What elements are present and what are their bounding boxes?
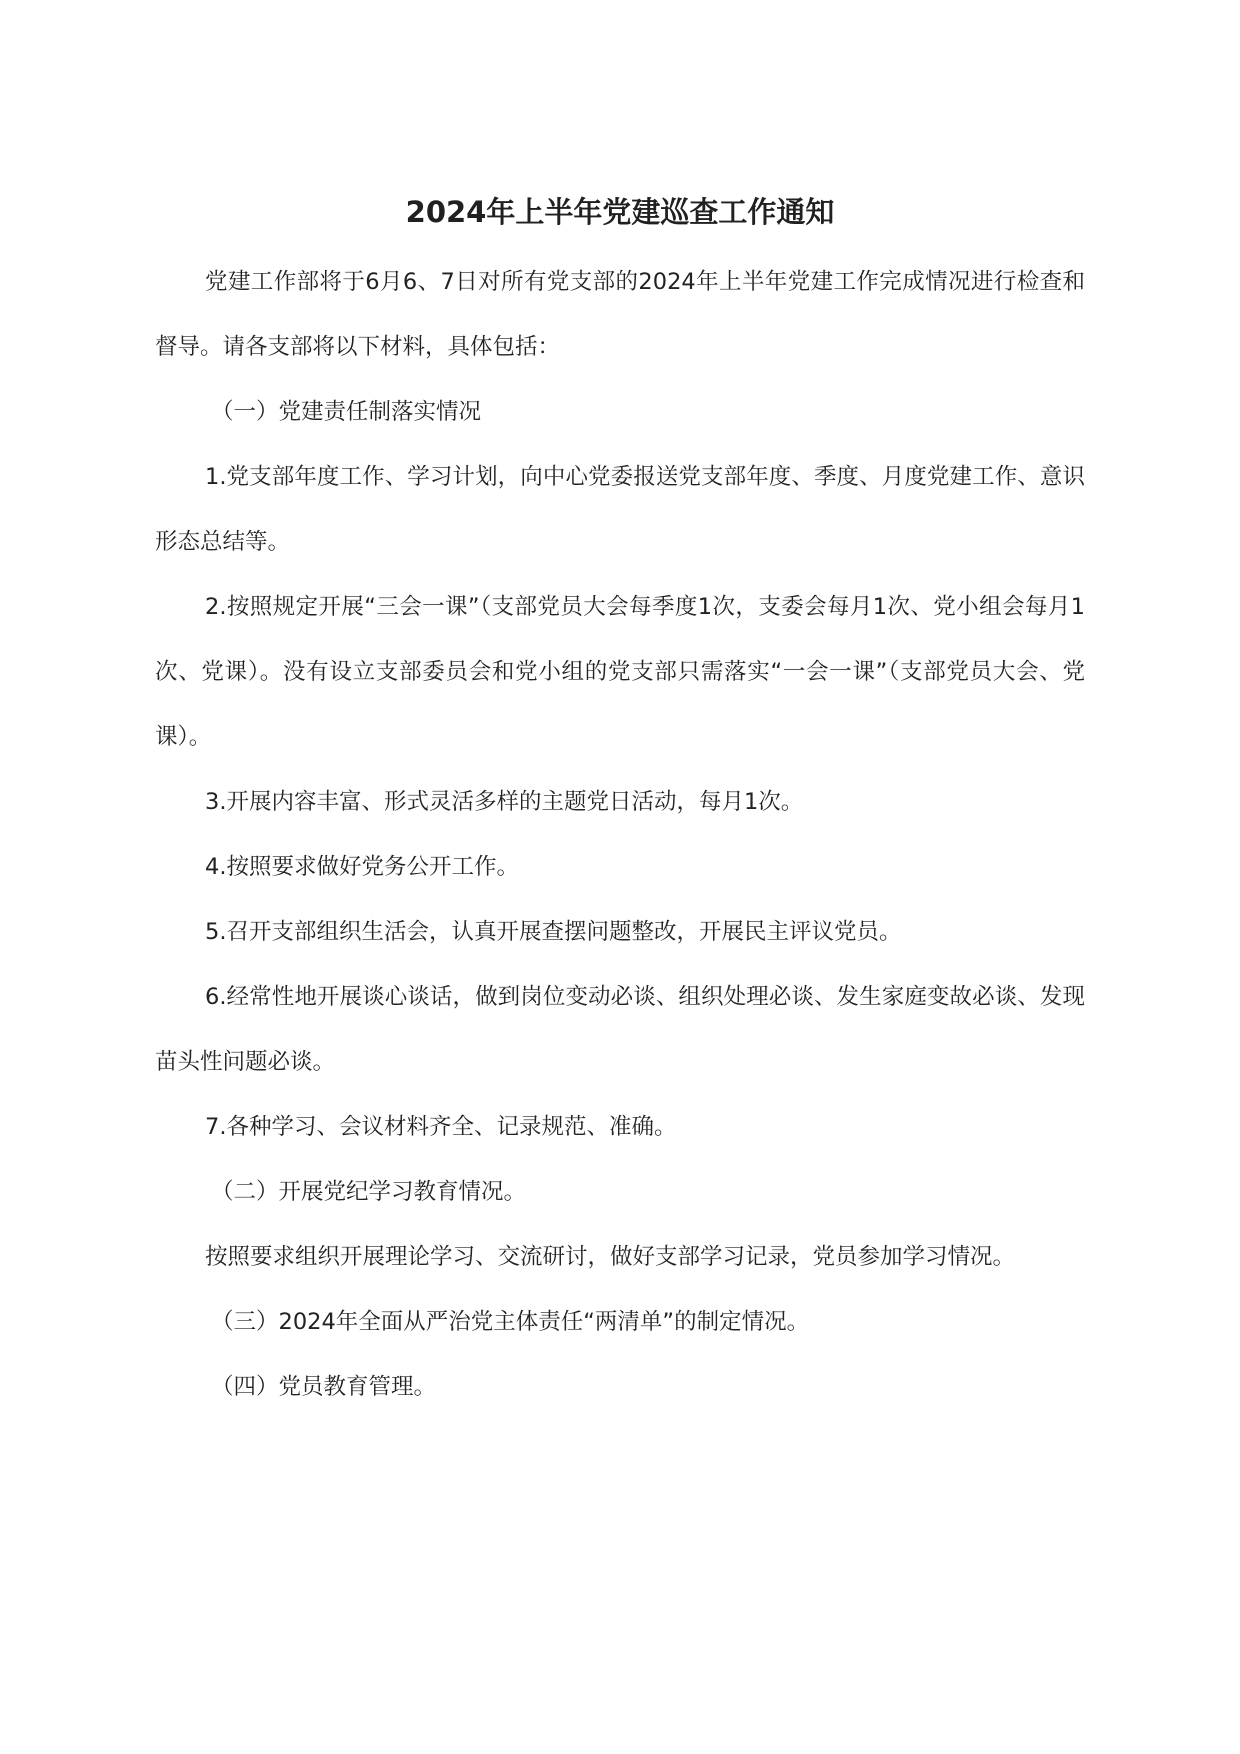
- section-heading-3: （三）2024年全面从严治党主体责任“两清单”的制定情况。: [211, 1309, 810, 1335]
- list-item-3: 3.开展内容丰富、形式灵活多样的主题党日活动，每月1次。: [205, 789, 804, 815]
- intro-paragraph: 党建工作部将于6月6、7日对所有党支部的2024年上半年党建工作完成情况进行检查和督导。请各支部将以下材料，具体包括：: [155, 269, 1085, 360]
- list-item-7: 7.各种学习、会议材料齐全、记录规范、准确。: [205, 1114, 677, 1140]
- list-item-6: 6.经常性地开展谈心谈话，做到岗位变动必谈、组织处理必谈、发生家庭变故必谈、发现苗头性问题必谈。: [155, 984, 1085, 1075]
- section-heading-2: （二）开展党纪学习教育情况。: [211, 1179, 527, 1205]
- list-item-5: 5.召开支部组织生活会，认真开展查摆问题整改，开展民主评议党员。: [205, 919, 902, 945]
- document-title: 2024年上半年党建巡查工作通知: [405, 195, 835, 229]
- section-2-paragraph: 按照要求组织开展理论学习、交流研讨，做好支部学习记录，党员参加学习情况。: [205, 1244, 1016, 1270]
- list-item-1: 1.党支部年度工作、学习计划，向中心党委报送党支部年度、季度、月度党建工作、意识形态总结等。: [155, 464, 1085, 555]
- list-item-2: 2.按照规定开展“三会一课”（支部党员大会每季度1次，支委会每月1次、党小组会每月1次、党课）。没有设立支部委员会和党小组的党支部只需落实“一会一课”（支部党员大会、党课）。: [155, 594, 1085, 750]
- list-item-4: 4.按照要求做好党务公开工作。: [205, 854, 519, 880]
- document-body: [155, 250, 1085, 1420]
- section-heading-4: （四）党员教育管理。: [211, 1374, 437, 1400]
- section-heading-1: （一）党建责任制落实情况: [211, 399, 482, 425]
